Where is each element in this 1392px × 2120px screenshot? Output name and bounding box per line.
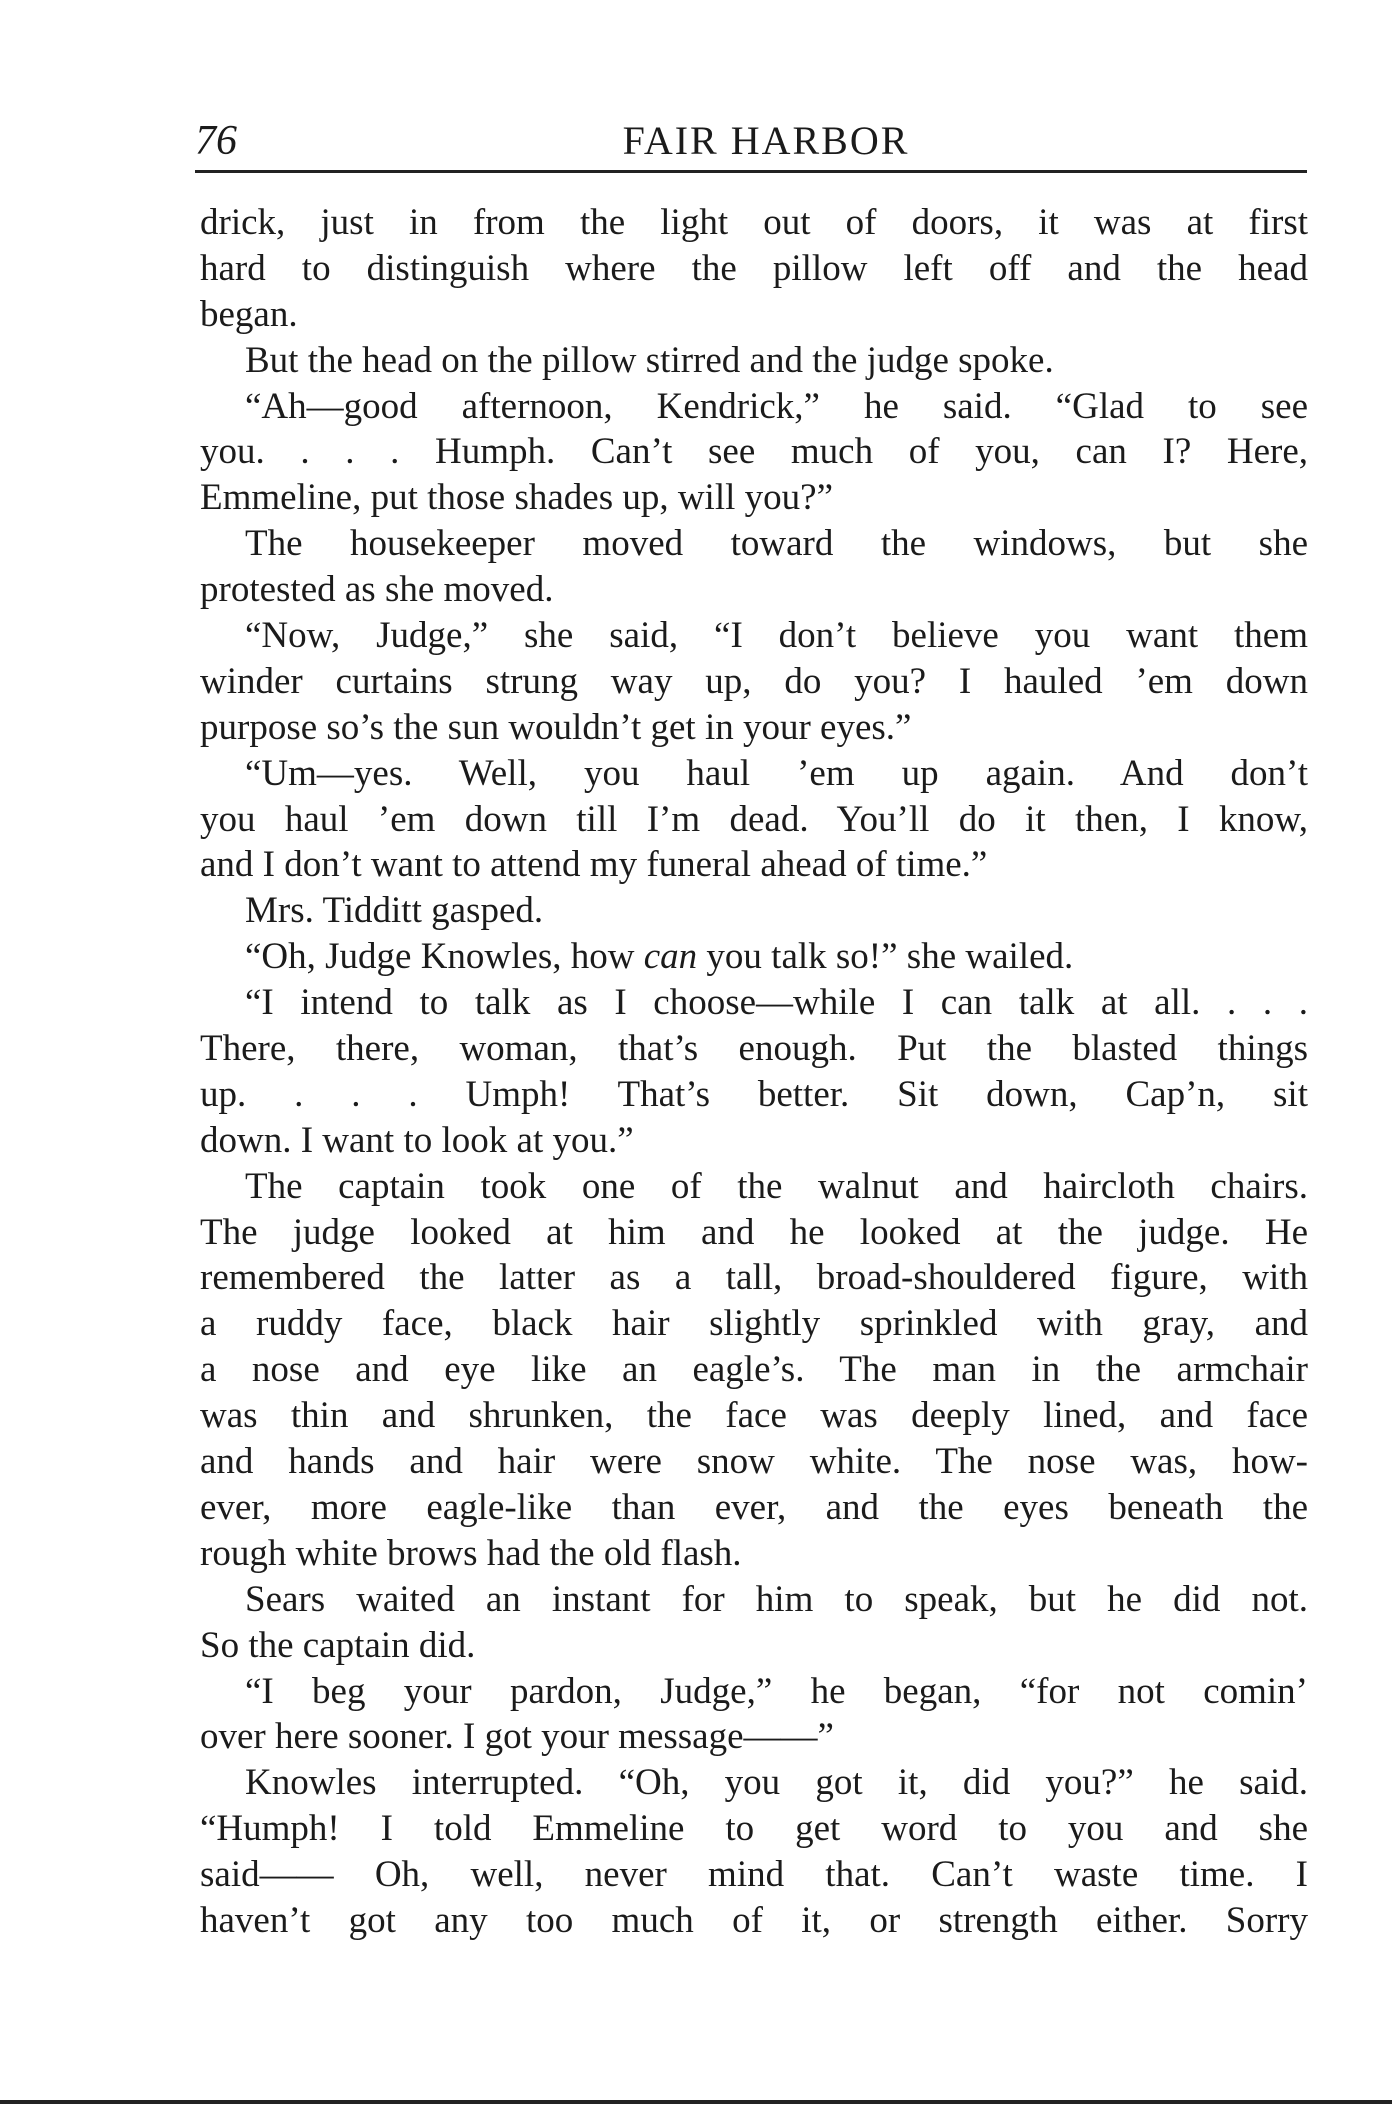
text-line-part: you talk so!” she wailed.	[697, 936, 1074, 978]
text-line: The captain took one of the walnut and haircloth chairs.	[245, 1165, 1308, 1207]
text-line: There, there, woman, that’s enough. Put the blasted things	[200, 1028, 1308, 1070]
text-line: hard to distinguish where the pillow left off and the head	[200, 247, 1308, 289]
page-number: 76	[195, 118, 237, 164]
text-line-part: “Oh, Judge Knowles, how	[245, 936, 644, 978]
text-line: remembered the latter as a tall, broad-shouldered figure, with	[200, 1257, 1308, 1299]
text-line: and hands and hair were snow white. The nose was, how-	[200, 1441, 1308, 1483]
header-rule	[195, 170, 1307, 173]
text-line: The housekeeper moved toward the windows, but she	[245, 523, 1308, 565]
text-line: “I intend to talk as I choose—while I can talk at all. . . .	[245, 982, 1308, 1024]
text-line: haven’t got any too much of it, or strength either. Sorry	[200, 1899, 1308, 1941]
bottom-rule	[0, 2100, 1392, 2104]
emphasis: can	[643, 936, 698, 978]
text-line: “I beg your pardon, Judge,” he began, “for not comin’	[245, 1670, 1308, 1712]
text-line: rough white brows had the old flash.	[200, 1532, 742, 1574]
running-title: FAIR HARBOR	[622, 118, 910, 163]
text-line: “Um—yes. Well, you haul ’em up again. And don’t	[245, 752, 1308, 794]
text-line: Mrs. Tidditt gasped.	[245, 890, 544, 932]
running-header	[195, 112, 1307, 170]
text-line: So the captain did.	[200, 1624, 476, 1666]
text-line: But the head on the pillow stirred and the judge spoke.	[245, 339, 1054, 381]
text-line: protested as she moved.	[200, 569, 554, 611]
text-line: Knowles interrupted. “Oh, you got it, did you?” he said.	[245, 1762, 1308, 1804]
text-line: ever, more eagle-like than ever, and the eyes beneath the	[200, 1486, 1308, 1528]
text-line: drick, just in from the light out of doors, it was at first	[200, 202, 1308, 243]
text-line: was thin and shrunken, the face was deeply lined, and face	[200, 1395, 1308, 1437]
text-line: a nose and eye like an eagle’s. The man in the armchair	[200, 1349, 1308, 1391]
text-line: Emmeline, put those shades up, will you?”	[200, 477, 833, 519]
text-line: “Humph! I told Emmeline to get word to you and she	[200, 1808, 1308, 1850]
text-line: “Ah—good afternoon, Kendrick,” he said. “Glad to see	[245, 385, 1308, 427]
text-line: began.	[200, 293, 298, 335]
text-line: “Now, Judge,” she said, “I don’t believe you want them	[245, 615, 1308, 657]
text-line: down. I want to look at you.”	[200, 1119, 634, 1161]
text-line	[200, 934, 1308, 980]
text-line: said—— Oh, well, never mind that. Can’t waste time. I	[200, 1854, 1308, 1896]
text-line: Sears waited an instant for him to speak, but he did not.	[245, 1578, 1308, 1620]
text-line: up. . . . Umph! That’s better. Sit down, Cap’n, sit	[200, 1073, 1308, 1115]
text-line: you. . . . Humph. Can’t see much of you, can I? Here,	[200, 431, 1308, 473]
text-line: over here sooner. I got your message——”	[200, 1716, 834, 1758]
text-line: The judge looked at him and he looked at the judge. He	[200, 1211, 1308, 1253]
text-line: purpose so’s the sun wouldn’t get in your eyes.”	[200, 706, 912, 748]
text-line: you haul ’em down till I’m dead. You’ll do it then, I know,	[200, 798, 1308, 840]
text-line: winder curtains strung way up, do you? I hauled ’em down	[200, 660, 1308, 702]
body-text	[200, 200, 1308, 1944]
text-line: and I don’t want to attend my funeral ahead of time.”	[200, 844, 988, 886]
text-line: a ruddy face, black hair slightly sprinkled with gray, and	[200, 1303, 1308, 1345]
